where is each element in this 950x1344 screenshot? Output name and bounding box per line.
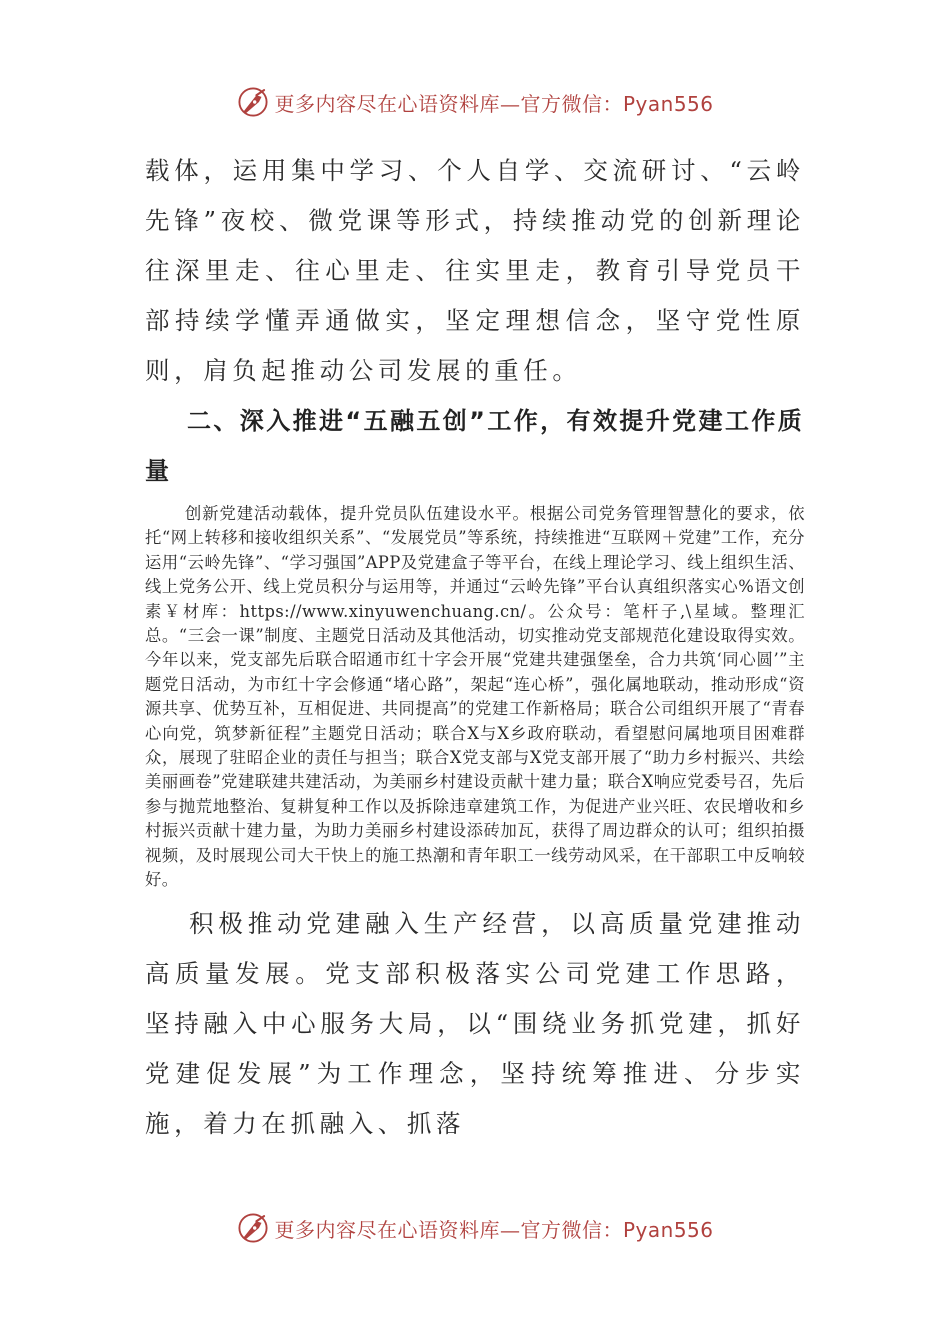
header-wechat-id: Pyan556 bbox=[622, 91, 714, 116]
header-banner-text: 更多内容尽在心语资料库—官方微信：Pyan556 bbox=[274, 91, 714, 116]
paragraph-1: 载体，运用集中学习、个人自学、交流研讨、“云岭先锋”夜校、微党课等形式，持续推动党的创新理论往深里走、往心里走、往实里走，教育引导党员干部持续学懂弄通做实，坚定理想信念，坚守党性原则，肩负起推动公司发展的重任。 bbox=[145, 156, 805, 385]
footer-banner-text: 更多内容尽在心语资料库—官方微信：Pyan556 bbox=[274, 1217, 714, 1242]
header-banner bbox=[0, 82, 950, 122]
pen-nib-logo-icon bbox=[236, 1211, 270, 1245]
document-body bbox=[145, 146, 805, 1149]
footer-wechat-id: Pyan556 bbox=[622, 1217, 714, 1242]
section-heading-2: 二、深入推进“五融五创”工作，有效提升党建工作质量 bbox=[145, 407, 805, 485]
footer-banner bbox=[0, 1208, 950, 1248]
paragraph-3: 积极推动党建融入生产经营，以高质量党建推动高质量发展。党支部积极落实公司党建工作思路，坚持融入中心服务大局，以“围绕业务抓党建，抓好党建促发展”为工作理念，坚持统筹推进、分步实施，着力在抓融入、抓落 bbox=[145, 908, 805, 1138]
pen-nib-logo-icon bbox=[236, 85, 270, 119]
paragraph-2: 创新党建活动载体，提升党员队伍建设水平。根据公司党务管理智慧化的要求，依托“网上转移和接收组织关系”、“发展党员”等系统，持续推进“互联网＋党建”工作，充分运用“云岭先锋”、“学习强国”APP及党建盒子等平台，在线上理论学习、线上组织生活、线上党务公开、线上党员积分与运用等，并通过“云岭先锋”平台认真组织落实心%语文创素￥材库：https://www.xinyuwenchuang.cn/。公众号：笔杆子,\星域。整理汇总。“三会一课”制度、主题党日活动及其他活动，切实推动党支部规范化建设取得实效。今年以来，党支部先后联合昭通市红十字会开展“党建共建强堡垒，合力共筑‘同心圆’”主题党日活动，为市红十字会修通“堵心路”，架起“连心桥”，强化属地联动，推动形成“资源共享、优势互补，互相促进、共同提高”的党建工作新格局；联合公司组织开展了“青春心向党，筑梦新征程”主题党日活动；联合X与X乡政府联动，看望慰问属地项目困难群众，展现了驻昭企业的责任与担当；联合X党支部与X党支部开展了“助力乡村振兴、共绘美丽画卷”党建联建共建活动，为美丽乡村建设贡献十建力量；联合X响应党委号召，先后参与抛荒地整治、复耕复种工作以及拆除违章建筑工作，为促进产业兴旺、农民增收和乡村振兴贡献十建力量，为助力美丽乡村建设添砖加瓦，获得了周边群众的认可；组织拍摄视频，及时展现公司大干快上的施工热潮和青年职工一线劳动风采，在干部职工中反响较好。 bbox=[145, 504, 805, 890]
